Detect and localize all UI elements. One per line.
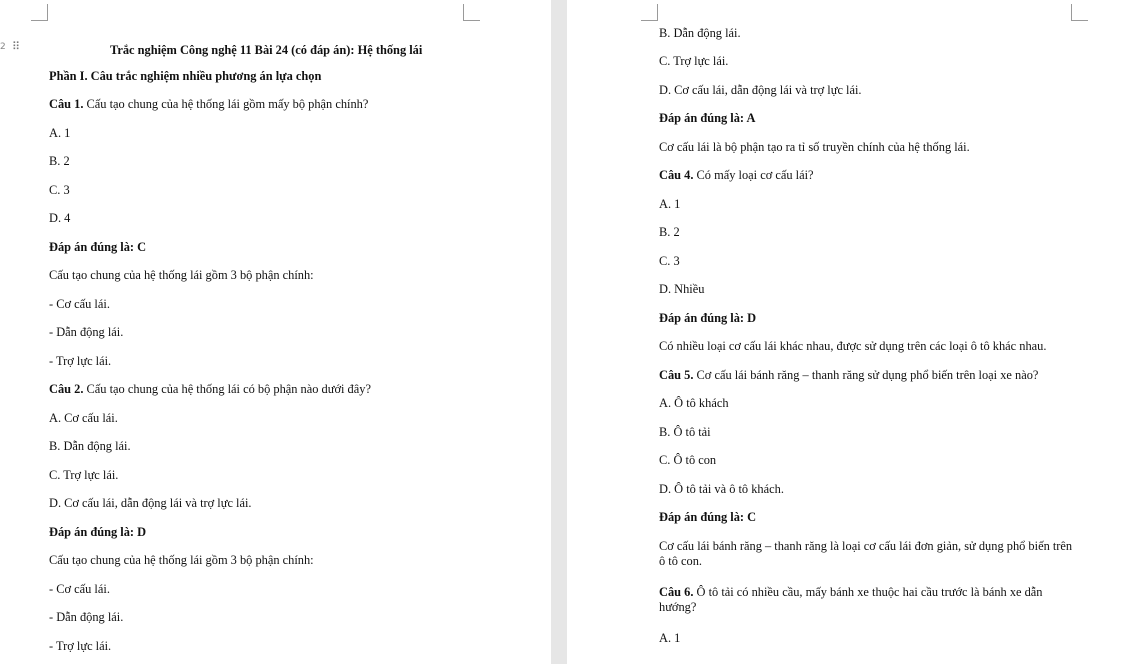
question-5-option-b: B. Ô tô tải <box>659 425 711 439</box>
explanation-item: - Trợ lực lái. <box>49 639 112 653</box>
margin-corner-mark <box>31 4 48 21</box>
question-3-answer: Đáp án đúng là: A <box>659 111 756 125</box>
question-3-explanation: Cơ cấu lái là bộ phận tạo ra tỉ số truyền chính của hệ thống lái. <box>659 140 970 154</box>
question-5-answer: Đáp án đúng là: C <box>659 510 757 524</box>
question-4-explanation: Có nhiều loại cơ cấu lái khác nhau, được sử dụng trên các loại ô tô khác nhau. <box>659 339 1047 353</box>
explanation-item: - Dẫn động lái. <box>49 325 124 339</box>
question-5: Câu 5. Cơ cấu lái bánh răng – thanh răng sử dụng phổ biến trên loại xe nào? <box>659 368 1039 382</box>
question-2-option-a: A. Cơ cấu lái. <box>49 411 118 425</box>
question-3-option-d: D. Cơ cấu lái, dẫn động lái và trợ lực lái. <box>659 83 862 97</box>
drag-handle-icon[interactable]: ⠿ <box>12 40 20 53</box>
section-heading: Phần I. Câu trắc nghiệm nhiều phương án lựa chọn <box>49 69 322 83</box>
question-1: Câu 1. Cấu tạo chung của hệ thống lái gồm mấy bộ phận chính? <box>49 97 369 111</box>
question-1-answer: Đáp án đúng là: C <box>49 240 147 254</box>
line-number: 2 <box>0 42 6 52</box>
question-4-answer: Đáp án đúng là: D <box>659 311 757 325</box>
question-2: Câu 2. Cấu tạo chung của hệ thống lái có bộ phận nào dưới đây? <box>49 382 371 396</box>
page-gap <box>551 0 567 664</box>
question-3-option-c: C. Trợ lực lái. <box>659 54 729 68</box>
document-title: Trắc nghiệm Công nghệ 11 Bài 24 (có đáp án): Hệ thống lái <box>110 43 423 57</box>
question-5-option-d: D. Ô tô tải và ô tô khách. <box>659 482 784 496</box>
question-2-option-c: C. Trợ lực lái. <box>49 468 119 482</box>
question-1-explanation: Cấu tạo chung của hệ thống lái gồm 3 bộ phận chính: <box>49 268 314 282</box>
question-1-option-a: A. 1 <box>49 126 71 140</box>
question-1-option-c: C. 3 <box>49 183 70 197</box>
margin-corner-mark <box>641 4 658 21</box>
document-page-right <box>567 0 1129 664</box>
question-4-option-a: A. 1 <box>659 197 681 211</box>
question-4-option-b: B. 2 <box>659 225 680 239</box>
question-2-option-d: D. Cơ cấu lái, dẫn động lái và trợ lực lái. <box>49 496 252 510</box>
question-3-option-b: B. Dẫn động lái. <box>659 26 741 40</box>
question-1-option-b: B. 2 <box>49 154 70 168</box>
explanation-item: - Cơ cấu lái. <box>49 582 110 596</box>
question-2-answer: Đáp án đúng là: D <box>49 525 147 539</box>
margin-corner-mark <box>463 4 480 21</box>
explanation-item: - Dẫn động lái. <box>49 610 124 624</box>
margin-corner-mark <box>1071 4 1088 21</box>
question-5-option-c: C. Ô tô con <box>659 453 717 467</box>
question-4-option-c: C. 3 <box>659 254 680 268</box>
question-5-option-a: A. Ô tô khách <box>659 396 729 410</box>
explanation-item: - Trợ lực lái. <box>49 354 112 368</box>
document-page-left <box>0 0 551 664</box>
question-5-explanation: Cơ cấu lái bánh răng – thanh răng là loại cơ cấu lái đơn giản, sử dụng phổ biến trên ô tô con. <box>659 539 1073 568</box>
question-2-option-b: B. Dẫn động lái. <box>49 439 131 453</box>
explanation-item: - Cơ cấu lái. <box>49 297 110 311</box>
question-6-option-a: A. 1 <box>659 631 681 645</box>
question-4-option-d: D. Nhiều <box>659 282 705 296</box>
question-1-option-d: D. 4 <box>49 211 71 225</box>
question-6: Câu 6. Ô tô tải có nhiều cầu, mấy bánh xe thuộc hai cầu trước là bánh xe dẫn hướng? <box>659 585 1043 614</box>
question-4: Câu 4. Có mấy loại cơ cấu lái? <box>659 168 814 182</box>
question-2-explanation: Cấu tạo chung của hệ thống lái gồm 3 bộ phận chính: <box>49 553 314 567</box>
